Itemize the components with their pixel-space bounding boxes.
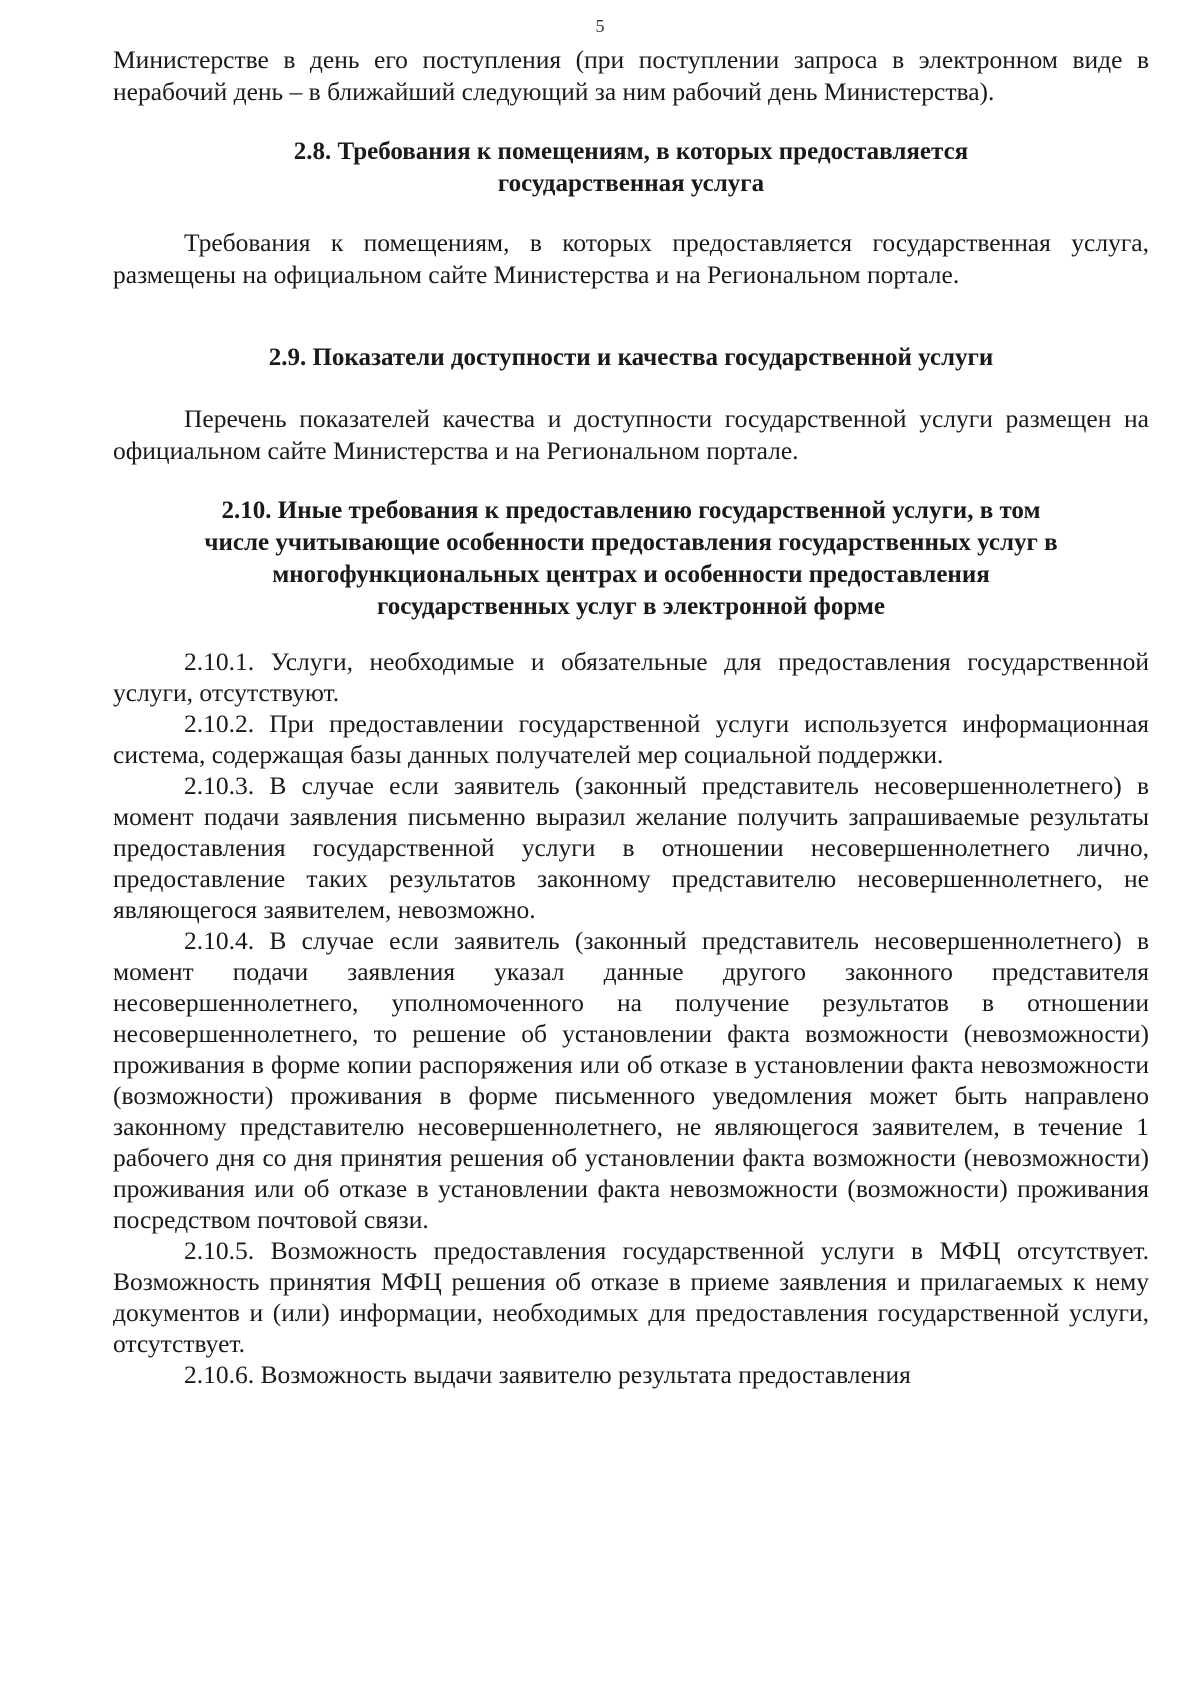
section-2-10-title-line3: многофункциональных центрах и особенности предоставления [272,561,990,588]
intro-paragraph [113,44,1149,108]
intro-text: Министерстве в день его поступления (при поступлении запроса в электронном виде в нерабочий день – в ближайший следующий за ним рабочий день Министерства). [113,45,1149,106]
section-2-8-body [113,227,1149,291]
section-2-10-title-line1: 2.10. Иные требования к предоставлению государственной услуги, в том [221,497,1041,524]
paragraph-2-10-4: 2.10.4. В случае если заявитель (законный представитель несовершеннолетнего) в момент подачи заявления указал данные другого законного представителя несовершеннолетнего, уполномоченного на получение результатов в отношении несовершеннолетнего, то решение об установлении факта возможности (невозможности) проживания в форме копии распоряжения или об отказе в установлении факта невозможности (возможности) проживания в форме письменного уведомления может быть направлено законному представителю несовершеннолетнего, не являющегося заявителем, в течение 1 рабочего дня со дня принятия решения об установлении факта возможности (невозможности) проживания или об отказе в установлении факта невозможности (возможности) проживания посредством почтовой связи. [113,926,1149,1234]
section-2-10-body [113,646,1149,1390]
section-2-10-title-line4: государственных услуг в электронной форме [376,593,885,620]
paragraph-2-10-6: 2.10.6. Возможность выдачи заявителю результата предоставления [184,1360,911,1389]
section-2-8-heading [113,136,1149,200]
section-2-10-heading [113,495,1149,623]
section-2-8-title-line1: 2.8. Требования к помещениям, в которых предоставляется [293,138,969,165]
paragraph-2-10-2: 2.10.2. При предоставлении государственной услуги используется информационная система, содержащая базы данных получателей мер социальной поддержки. [113,709,1149,769]
section-2-9-body [113,403,1149,467]
section-2-8-title-line2: государственная услуга [497,170,765,197]
page-number: 5 [595,16,605,36]
section-2-9-heading [113,342,1149,374]
section-2-9-title: 2.9. Показатели доступности и качества государственной услуги [268,344,994,371]
paragraph-2-10-1: 2.10.1. Услуги, необходимые и обязательные для предоставления государственной услуги, отсутствуют. [113,647,1149,707]
section-2-8-text: Требования к помещениям, в которых предоставляется государственная услуга, размещены на официальном сайте Министерства и на Региональном портале. [113,228,1149,289]
paragraph-2-10-5: 2.10.5. Возможность предоставления государственной услуги в МФЦ отсутствует. Возможность принятия МФЦ решения об отказе в приеме заявления и прилагаемых к нему документов и (или) информации, необходимых для предоставления государственной услуги, отсутствует. [113,1236,1149,1358]
section-2-10-title-line2: числе учитывающие особенности предоставления государственных услуг в [204,529,1058,556]
paragraph-2-10-3: 2.10.3. В случае если заявитель (законный представитель несовершеннолетнего) в момент подачи заявления письменно выразил желание получить запрашиваемые результаты предоставления государственной услуги в отношении несовершеннолетнего лично, предоставление таких результатов законному представителю несовершеннолетнего, не являющегося заявителем, невозможно. [113,771,1149,924]
section-2-9-text: Перечень показателей качества и доступности государственной услуги размещен на официальном сайте Министерства и на Региональном портале. [113,404,1149,465]
